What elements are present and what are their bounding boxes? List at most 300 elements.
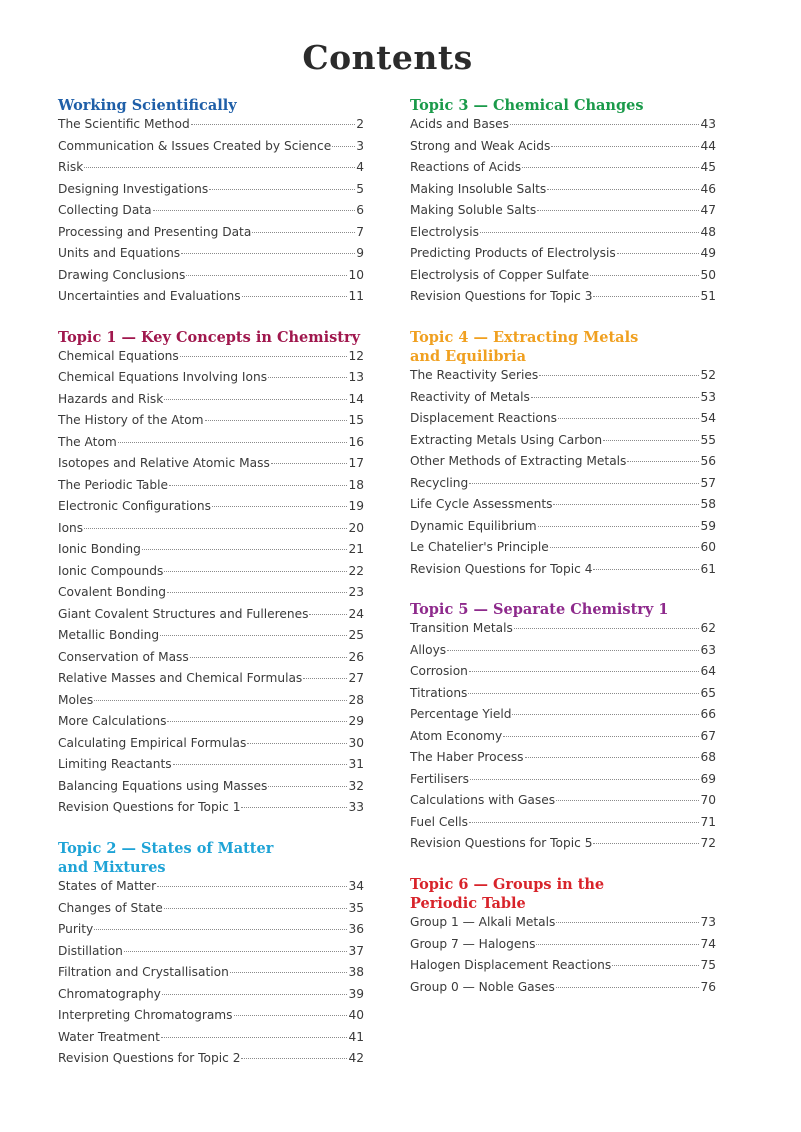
entry-title: Le Chatelier's Principle xyxy=(410,540,549,554)
entry-page-number: 76 xyxy=(700,979,716,994)
dot-leader xyxy=(510,124,699,125)
dot-leader xyxy=(230,972,348,973)
entry-title: Revision Questions for Topic 5 xyxy=(410,836,593,850)
section-heading-line: Topic 4 — Extracting Metals xyxy=(410,328,639,346)
contents-column-left xyxy=(58,96,364,1090)
entry-page-number: 72 xyxy=(700,836,716,850)
section-heading xyxy=(410,96,716,116)
entry-page-number: 54 xyxy=(700,411,716,425)
entry-title: Group 0 — Noble Gases xyxy=(410,979,555,994)
dot-leader xyxy=(241,807,347,808)
contents-section xyxy=(58,328,364,822)
dot-leader xyxy=(469,822,700,823)
entry-page-number: 75 xyxy=(700,958,716,972)
dot-leader xyxy=(590,275,699,276)
entry-title: Calculations with Gases xyxy=(410,793,556,807)
entry-page-number: 33 xyxy=(348,800,364,814)
dot-leader xyxy=(142,549,348,550)
dot-leader xyxy=(268,377,347,378)
dot-leader xyxy=(536,944,699,945)
entry-page-number: 30 xyxy=(348,735,364,750)
dot-leader xyxy=(469,483,699,484)
contents-section xyxy=(410,328,716,584)
toc-entry[interactable] xyxy=(58,160,364,182)
entry-title: Extracting Metals Using Carbon xyxy=(410,432,603,447)
dot-leader xyxy=(617,253,700,254)
contents-section xyxy=(410,96,716,311)
toc-entry[interactable] xyxy=(58,944,364,966)
dot-leader xyxy=(480,232,700,233)
entry-title: Conservation of Mass xyxy=(58,649,189,664)
dot-leader xyxy=(153,210,356,211)
entry-page-number: 60 xyxy=(700,540,716,554)
entry-title: Communication & Issues Created by Science xyxy=(58,138,332,153)
dot-leader xyxy=(512,714,699,715)
dot-leader xyxy=(468,693,699,694)
toc-entry[interactable] xyxy=(58,901,364,923)
entry-page-number: 32 xyxy=(348,778,364,793)
dot-leader xyxy=(167,721,347,722)
dot-leader xyxy=(514,628,700,629)
entry-title: Recycling xyxy=(410,475,469,490)
toc-entry[interactable] xyxy=(410,664,716,686)
entry-page-number: 65 xyxy=(700,685,716,700)
toc-entry[interactable] xyxy=(410,476,716,498)
entry-title: The Haber Process xyxy=(410,750,524,764)
dot-leader xyxy=(234,1015,348,1016)
toc-entry[interactable] xyxy=(410,519,716,541)
entry-title: Units and Equations xyxy=(58,246,181,260)
toc-entry[interactable] xyxy=(58,542,364,564)
section-heading-line: Topic 2 — States of Matter xyxy=(58,839,274,857)
toc-entry[interactable] xyxy=(410,562,716,584)
entry-page-number: 46 xyxy=(700,181,716,196)
toc-entry[interactable] xyxy=(58,499,364,521)
page-title: Contents xyxy=(302,38,473,77)
entry-page-number: 26 xyxy=(348,649,364,664)
entry-page-number: 21 xyxy=(348,542,364,556)
dot-leader xyxy=(169,485,347,486)
entry-title: Atom Economy xyxy=(410,728,503,743)
entry-title: Revision Questions for Topic 1 xyxy=(58,800,241,814)
toc-entry[interactable] xyxy=(410,454,716,476)
dot-leader xyxy=(593,569,699,570)
dot-leader xyxy=(205,420,348,421)
entry-title: Covalent Bonding xyxy=(58,585,167,599)
dot-leader xyxy=(94,929,347,930)
entry-title: Percentage Yield xyxy=(410,707,512,721)
dot-leader xyxy=(603,440,699,441)
dot-leader xyxy=(551,146,699,147)
dot-leader xyxy=(84,167,355,168)
dot-leader xyxy=(160,635,347,636)
dot-leader xyxy=(447,650,699,651)
toc-entry[interactable] xyxy=(58,268,364,290)
entry-title: More Calculations xyxy=(58,714,167,728)
entry-page-number: 61 xyxy=(700,561,716,576)
toc-entry[interactable] xyxy=(58,349,364,371)
entry-title: Processing and Presenting Data xyxy=(58,224,252,239)
toc-entry[interactable] xyxy=(410,915,716,937)
entry-title: Transition Metals xyxy=(410,621,513,635)
entry-title: Displacement Reactions xyxy=(410,411,557,425)
entry-page-number: 44 xyxy=(700,138,716,153)
entry-page-number: 39 xyxy=(348,986,364,1001)
entry-page-number: 22 xyxy=(348,563,364,578)
entry-title: Making Insoluble Salts xyxy=(410,181,547,196)
dot-leader xyxy=(84,528,347,529)
toc-entry[interactable] xyxy=(410,117,716,139)
entry-title: Ions xyxy=(58,520,84,535)
dot-leader xyxy=(550,547,700,548)
entry-page-number: 3 xyxy=(356,138,364,153)
toc-entry[interactable] xyxy=(410,937,716,959)
entry-title: Limiting Reactants xyxy=(58,757,172,771)
dot-leader xyxy=(558,418,700,419)
dot-leader xyxy=(553,504,699,505)
dot-leader xyxy=(332,146,355,147)
entry-page-number: 66 xyxy=(700,707,716,721)
entry-page-number: 6 xyxy=(356,203,364,217)
dot-leader xyxy=(303,678,347,679)
entry-page-number: 64 xyxy=(700,664,716,678)
entry-title: Corrosion xyxy=(410,664,468,678)
section-heading-line: and Equilibria xyxy=(410,348,527,365)
entry-title: Ionic Bonding xyxy=(58,542,141,556)
entry-page-number: 45 xyxy=(700,160,716,174)
entry-page-number: 67 xyxy=(700,728,716,743)
toc-entry[interactable] xyxy=(58,117,364,139)
entry-page-number: 16 xyxy=(348,434,364,449)
dot-leader xyxy=(186,275,347,276)
entry-page-number: 57 xyxy=(700,475,716,490)
toc-entry[interactable] xyxy=(410,411,716,433)
entry-page-number: 42 xyxy=(348,1051,364,1065)
entry-page-number: 74 xyxy=(700,936,716,951)
dot-leader xyxy=(209,189,355,190)
entry-title: Filtration and Crystallisation xyxy=(58,965,229,979)
entry-title: Predicting Products of Electrolysis xyxy=(410,246,616,260)
dot-leader xyxy=(538,526,700,527)
entry-title: Interpreting Chromatograms xyxy=(58,1008,233,1022)
toc-entry[interactable] xyxy=(410,980,716,1002)
toc-entry[interactable] xyxy=(58,139,364,161)
toc-entry[interactable] xyxy=(58,987,364,1009)
entry-title: Strong and Weak Acids xyxy=(410,138,551,153)
entry-title: Revision Questions for Topic 2 xyxy=(58,1051,241,1065)
toc-entry[interactable] xyxy=(58,714,364,736)
toc-entry[interactable] xyxy=(410,139,716,161)
toc-entry[interactable] xyxy=(410,793,716,815)
entry-title: Reactivity of Metals xyxy=(410,389,530,404)
toc-entry[interactable] xyxy=(410,368,716,390)
dot-leader xyxy=(157,886,347,887)
toc-entry[interactable] xyxy=(58,225,364,247)
entry-title: Other Methods of Extracting Metals xyxy=(410,454,627,468)
dot-leader xyxy=(268,786,347,787)
dot-leader xyxy=(470,779,699,780)
entry-title: Risk xyxy=(58,160,84,174)
entry-title: The Scientific Method xyxy=(58,117,190,131)
dot-leader xyxy=(94,700,347,701)
entry-page-number: 49 xyxy=(700,246,716,260)
entry-title: Drawing Conclusions xyxy=(58,267,186,282)
toc-entry[interactable] xyxy=(410,750,716,772)
toc-entry[interactable] xyxy=(58,456,364,478)
toc-entry[interactable] xyxy=(58,478,364,500)
entry-title: Collecting Data xyxy=(58,203,152,217)
toc-entry[interactable] xyxy=(410,225,716,247)
entry-title: The Periodic Table xyxy=(58,477,169,492)
entry-page-number: 14 xyxy=(348,391,364,406)
entry-title: Revision Questions for Topic 3 xyxy=(410,289,593,303)
entry-page-number: 34 xyxy=(348,879,364,893)
entry-title: Chemical Equations Involving Ions xyxy=(58,370,268,384)
dot-leader xyxy=(242,296,348,297)
toc-entry[interactable] xyxy=(58,693,364,715)
toc-entry[interactable] xyxy=(58,1030,364,1052)
entry-page-number: 31 xyxy=(348,757,364,771)
entry-page-number: 29 xyxy=(348,714,364,728)
toc-entry[interactable] xyxy=(58,922,364,944)
dot-leader xyxy=(252,232,355,233)
entry-title: The History of the Atom xyxy=(58,413,204,427)
toc-entry[interactable] xyxy=(58,879,364,901)
entry-page-number: 62 xyxy=(700,621,716,635)
toc-entry[interactable] xyxy=(410,246,716,268)
toc-entry[interactable] xyxy=(58,289,364,311)
dot-leader xyxy=(503,736,699,737)
entry-title: Uncertainties and Evaluations xyxy=(58,289,241,303)
dot-leader xyxy=(118,442,348,443)
toc-entry[interactable] xyxy=(58,435,364,457)
entry-title: Purity xyxy=(58,922,94,936)
toc-entry[interactable] xyxy=(58,370,364,392)
dot-leader xyxy=(469,671,700,672)
entry-title: Revision Questions for Topic 4 xyxy=(410,561,593,576)
entry-page-number: 28 xyxy=(348,692,364,707)
entry-page-number: 2 xyxy=(356,117,364,131)
toc-entry[interactable] xyxy=(410,289,716,311)
section-heading xyxy=(410,328,716,367)
toc-entry[interactable] xyxy=(410,686,716,708)
dot-leader xyxy=(593,843,699,844)
entry-title: Alloys xyxy=(410,642,447,657)
toc-entry[interactable] xyxy=(410,643,716,665)
toc-entry[interactable] xyxy=(58,800,364,822)
section-heading-line: Topic 1 — Key Concepts in Chemistry xyxy=(58,328,361,346)
entry-title: Fertilisers xyxy=(410,771,469,786)
section-heading-line: and Mixtures xyxy=(58,859,166,876)
entry-page-number: 37 xyxy=(348,943,364,958)
entry-page-number: 24 xyxy=(348,606,364,621)
entry-page-number: 5 xyxy=(356,181,364,196)
entry-page-number: 12 xyxy=(348,348,364,363)
entry-page-number: 43 xyxy=(700,117,716,131)
entry-page-number: 59 xyxy=(700,518,716,533)
entry-page-number: 19 xyxy=(348,499,364,513)
toc-entry[interactable] xyxy=(410,729,716,751)
contents-section xyxy=(410,600,716,858)
entry-page-number: 52 xyxy=(700,368,716,382)
dot-leader xyxy=(522,167,699,168)
entry-title: States of Matter xyxy=(58,879,157,893)
toc-entry[interactable] xyxy=(58,521,364,543)
toc-entry[interactable] xyxy=(58,246,364,268)
entry-title: Titrations xyxy=(410,685,468,700)
toc-entry[interactable] xyxy=(58,736,364,758)
entry-page-number: 69 xyxy=(700,771,716,786)
dot-leader xyxy=(537,210,699,211)
entry-page-number: 18 xyxy=(348,477,364,492)
toc-entry[interactable] xyxy=(58,671,364,693)
dot-leader xyxy=(556,922,699,923)
entry-title: Ionic Compounds xyxy=(58,563,164,578)
entry-page-number: 41 xyxy=(348,1029,364,1044)
entry-page-number: 11 xyxy=(348,289,364,303)
entry-page-number: 55 xyxy=(700,432,716,447)
entry-title: Distillation xyxy=(58,943,123,958)
toc-entry[interactable] xyxy=(410,160,716,182)
entry-page-number: 56 xyxy=(700,454,716,468)
entry-title: Chemical Equations xyxy=(58,348,179,363)
entry-page-number: 70 xyxy=(700,793,716,807)
entry-page-number: 17 xyxy=(348,456,364,470)
contents-section xyxy=(410,875,716,1002)
toc-entry[interactable] xyxy=(58,182,364,204)
toc-entry[interactable] xyxy=(58,965,364,987)
toc-entry[interactable] xyxy=(410,815,716,837)
toc-entry[interactable] xyxy=(58,757,364,779)
toc-entry[interactable] xyxy=(410,707,716,729)
dot-leader xyxy=(164,399,347,400)
entry-page-number: 9 xyxy=(356,246,364,260)
toc-entry[interactable] xyxy=(58,779,364,801)
dot-leader xyxy=(164,571,347,572)
toc-entry[interactable] xyxy=(410,772,716,794)
toc-entry[interactable] xyxy=(58,203,364,225)
dot-leader xyxy=(212,506,348,507)
toc-entry[interactable] xyxy=(410,497,716,519)
entry-title: Dynamic Equilibrium xyxy=(410,518,537,533)
toc-entry[interactable] xyxy=(410,621,716,643)
toc-entry[interactable] xyxy=(410,390,716,412)
entry-title: Electrolysis xyxy=(410,224,479,239)
dot-leader xyxy=(180,356,348,357)
entry-title: Group 7 — Halogens xyxy=(410,936,536,951)
entry-page-number: 10 xyxy=(348,267,364,282)
entry-title: Group 1 — Alkali Metals xyxy=(410,915,556,929)
entry-page-number: 25 xyxy=(348,628,364,642)
toc-entry[interactable] xyxy=(410,958,716,980)
section-heading-line: Topic 5 — Separate Chemistry 1 xyxy=(410,601,669,618)
dot-leader xyxy=(164,908,348,909)
toc-entry[interactable] xyxy=(410,182,716,204)
entry-page-number: 73 xyxy=(700,915,716,929)
dot-leader xyxy=(539,375,699,376)
entry-title: Giant Covalent Structures and Fullerenes xyxy=(58,606,309,621)
toc-entry[interactable] xyxy=(58,585,364,607)
entry-title: Relative Masses and Chemical Formulas xyxy=(58,671,303,685)
toc-entry[interactable] xyxy=(410,433,716,455)
section-heading xyxy=(58,328,364,348)
toc-entry[interactable] xyxy=(410,836,716,858)
entry-page-number: 51 xyxy=(700,289,716,303)
dot-leader xyxy=(181,253,355,254)
dot-leader xyxy=(167,592,347,593)
entry-title: Water Treatment xyxy=(58,1029,160,1044)
section-heading-line: Periodic Table xyxy=(410,895,526,912)
entry-title: Halogen Displacement Reactions xyxy=(410,958,612,972)
toc-entry[interactable] xyxy=(58,1008,364,1030)
entry-page-number: 7 xyxy=(356,224,364,239)
dot-leader xyxy=(124,951,348,952)
dot-leader xyxy=(247,743,347,744)
entry-page-number: 50 xyxy=(700,267,716,282)
entry-title: Designing Investigations xyxy=(58,181,209,196)
dot-leader xyxy=(556,800,699,801)
entry-title: Hazards and Risk xyxy=(58,391,164,406)
section-heading xyxy=(58,839,364,878)
entry-title: Life Cycle Assessments xyxy=(410,497,553,511)
toc-entry[interactable] xyxy=(58,564,364,586)
entry-page-number: 4 xyxy=(356,160,364,174)
entry-title: Chromatography xyxy=(58,986,161,1001)
entry-title: Electrolysis of Copper Sulfate xyxy=(410,267,590,282)
entry-page-number: 53 xyxy=(700,389,716,404)
dot-leader xyxy=(191,124,356,125)
section-heading xyxy=(410,875,716,914)
toc-entry[interactable] xyxy=(410,203,716,225)
toc-entry[interactable] xyxy=(410,540,716,562)
section-heading xyxy=(58,96,364,116)
entry-page-number: 47 xyxy=(700,203,716,217)
entry-title: Metallic Bonding xyxy=(58,628,160,642)
dot-leader xyxy=(173,764,348,765)
toc-entry[interactable] xyxy=(58,413,364,435)
toc-entry[interactable] xyxy=(58,392,364,414)
toc-entry[interactable] xyxy=(410,268,716,290)
dot-leader xyxy=(531,397,700,398)
entry-title: Calculating Empirical Formulas xyxy=(58,735,247,750)
entry-title: Balancing Equations using Masses xyxy=(58,778,268,793)
contents-column-right xyxy=(410,96,716,1018)
section-heading-line: Working Scientifically xyxy=(58,97,237,114)
contents-section xyxy=(58,96,364,311)
dot-leader xyxy=(556,987,700,988)
toc-entry[interactable] xyxy=(58,650,364,672)
entry-title: Reactions of Acids xyxy=(410,160,522,174)
entry-title: Acids and Bases xyxy=(410,117,509,131)
dot-leader xyxy=(612,965,699,966)
toc-entry[interactable] xyxy=(58,607,364,629)
entry-page-number: 13 xyxy=(348,370,364,384)
toc-entry[interactable] xyxy=(58,628,364,650)
entry-page-number: 20 xyxy=(348,520,364,535)
dot-leader xyxy=(241,1058,347,1059)
entry-title: Electronic Configurations xyxy=(58,499,211,513)
entry-title: Changes of State xyxy=(58,900,163,915)
dot-leader xyxy=(627,461,699,462)
entry-page-number: 27 xyxy=(348,671,364,685)
section-heading-line: Topic 6 — Groups in the xyxy=(410,875,605,893)
entry-page-number: 68 xyxy=(700,750,716,764)
entry-page-number: 36 xyxy=(348,922,364,936)
entry-title: The Reactivity Series xyxy=(410,368,539,382)
dot-leader xyxy=(271,463,348,464)
contents-section xyxy=(58,839,364,1073)
toc-entry[interactable] xyxy=(58,1051,364,1073)
